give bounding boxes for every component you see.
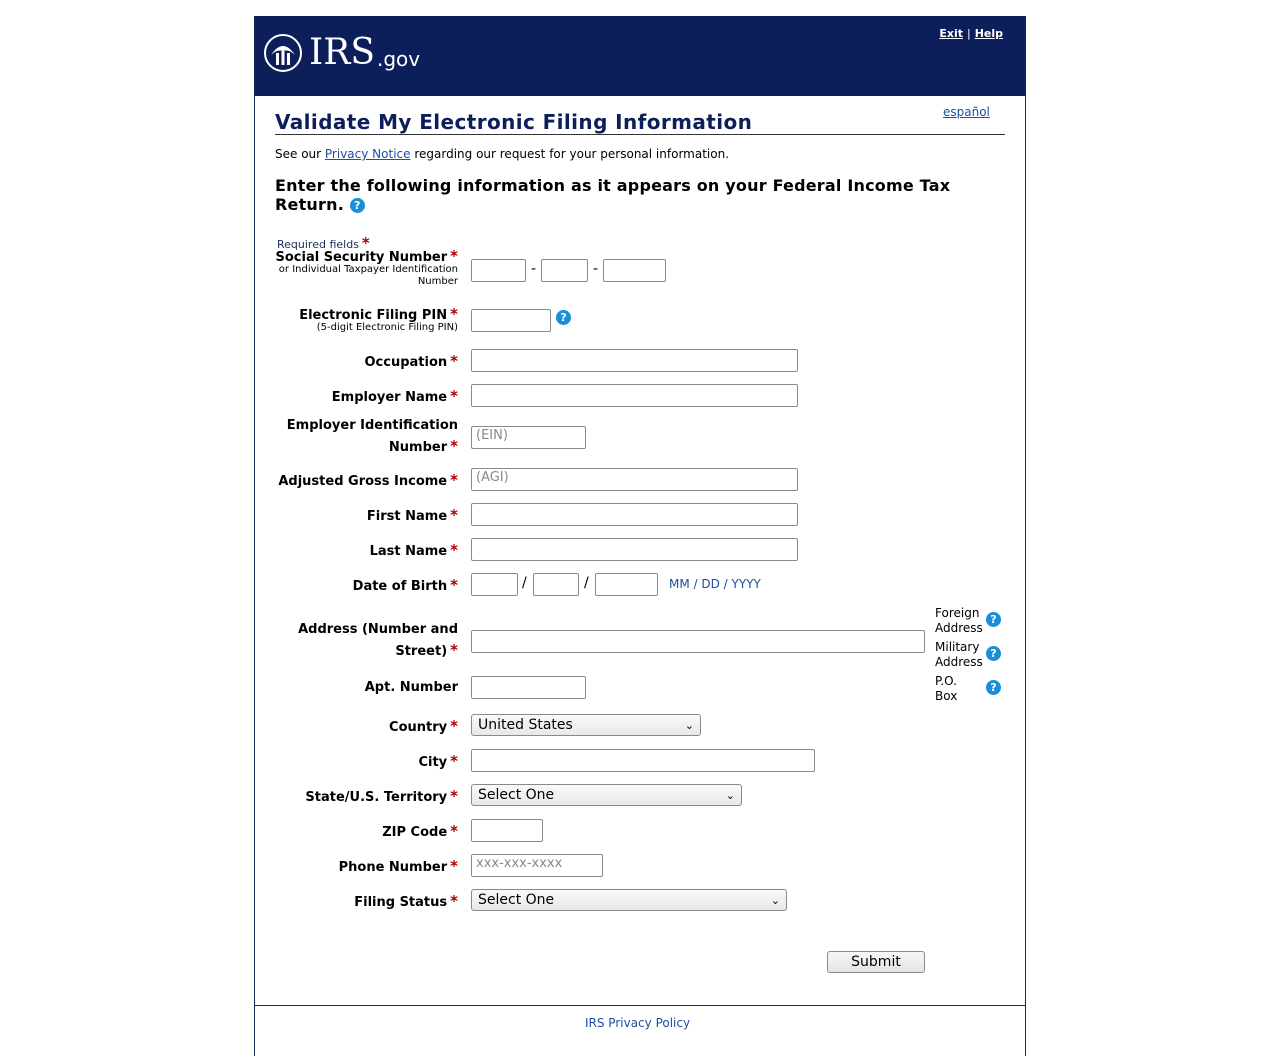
required-star: * <box>450 576 458 594</box>
country-label <box>389 716 458 738</box>
ssn-label-text: Social Security Number <box>275 250 448 265</box>
exit-link[interactable]: Exit <box>939 27 963 40</box>
submit-button[interactable]: Submit <box>827 951 925 973</box>
ssn-sublabel-1: or Individual Taxpayer Identification <box>278 264 458 275</box>
po-box-line1: P.O. <box>935 674 957 688</box>
country-select[interactable] <box>471 714 701 736</box>
espanol-link[interactable]: español <box>943 105 990 119</box>
instructions-text: Enter the following information as it appears on your Federal Income Tax Return. <box>275 176 951 214</box>
ssn-label <box>275 247 458 288</box>
address-input[interactable] <box>471 630 925 653</box>
last-name-input[interactable] <box>471 538 798 561</box>
military-address-line2: Address <box>935 655 983 669</box>
address-label <box>298 620 458 662</box>
foreign-address-line2: Address <box>935 621 983 635</box>
phone-label-text: Phone Number <box>338 860 448 875</box>
required-star: * <box>450 437 458 455</box>
irs-logo[interactable] <box>263 33 420 73</box>
address-label-line2: Street) <box>395 644 448 659</box>
military-address-line1: Military <box>935 640 980 654</box>
country-label-text: Country <box>389 720 448 735</box>
logo-gov-text: .gov <box>377 47 421 71</box>
dob-slash-2: / <box>584 575 589 591</box>
agi-label-text: Adjusted Gross Income <box>278 474 448 489</box>
required-star: * <box>450 387 458 405</box>
last-name-label-text: Last Name <box>369 544 448 559</box>
header-links <box>939 27 1003 40</box>
ssn-part1-input[interactable] <box>471 259 526 282</box>
first-name-label-text: First Name <box>366 509 448 524</box>
footer-divider <box>255 1005 1025 1006</box>
efile-pin-input[interactable] <box>471 309 551 332</box>
dob-label-text: Date of Birth <box>352 579 448 594</box>
privacy-suffix: regarding our request for your personal information. <box>410 147 730 161</box>
military-address-help[interactable] <box>935 640 997 670</box>
dob-day-input[interactable] <box>533 573 579 596</box>
address-label-line1: Address (Number and <box>298 622 458 637</box>
required-star: * <box>450 471 458 489</box>
occupation-label-text: Occupation <box>364 355 448 370</box>
state-label <box>305 786 458 808</box>
city-input[interactable] <box>471 749 815 772</box>
chevron-down-icon: ⌄ <box>684 718 694 732</box>
zip-label <box>382 821 458 843</box>
dob-slash-1: / <box>522 575 527 591</box>
employer-name-input[interactable] <box>471 384 798 407</box>
dob-year-input[interactable] <box>595 573 658 596</box>
state-selected-value: Select One <box>478 787 555 803</box>
ein-label <box>287 416 458 458</box>
po-box-help[interactable] <box>935 674 997 704</box>
filing-status-select[interactable] <box>471 889 787 911</box>
country-selected-value: United States <box>478 717 573 733</box>
page-frame <box>254 16 1026 1056</box>
agi-label <box>278 470 458 492</box>
filing-status-selected-value: Select One <box>478 892 555 908</box>
apt-label <box>365 678 458 698</box>
apt-label-text: Apt. Number <box>364 680 458 695</box>
dob-month-input[interactable] <box>471 573 518 596</box>
pin-sublabel: (5-digit Electronic Filing PIN) <box>316 322 458 333</box>
last-name-label <box>370 540 458 562</box>
required-star: * <box>450 506 458 524</box>
first-name-label <box>367 505 458 527</box>
state-select[interactable] <box>471 784 742 806</box>
zip-input[interactable] <box>471 819 543 842</box>
required-star: * <box>450 305 458 323</box>
dob-label <box>353 575 458 597</box>
irs-privacy-policy-link[interactable]: IRS Privacy Policy <box>585 1016 691 1030</box>
foreign-address-line1: Foreign <box>935 606 980 620</box>
apt-number-input[interactable] <box>471 676 586 699</box>
po-box-help-icon[interactable]: ? <box>986 680 1001 695</box>
required-star: * <box>450 787 458 805</box>
required-star: * <box>450 892 458 910</box>
foreign-address-help-icon[interactable]: ? <box>986 612 1001 627</box>
filing-status-label-text: Filing Status <box>354 895 448 910</box>
page-title: Validate My Electronic Filing Information <box>275 110 1005 135</box>
ein-input[interactable]: (EIN) <box>471 426 586 449</box>
required-star: * <box>450 247 458 265</box>
ssn-dash-2: - <box>593 261 599 277</box>
military-address-help-icon[interactable]: ? <box>986 646 1001 661</box>
occupation-input[interactable] <box>471 349 798 372</box>
foreign-address-help[interactable] <box>935 606 997 636</box>
dob-format-hint: MM / DD / YYYY <box>669 577 761 591</box>
required-note-text: Required fields <box>277 238 359 251</box>
required-star: * <box>361 234 370 252</box>
city-label-text: City <box>418 755 448 770</box>
chevron-down-icon: ⌄ <box>725 788 735 802</box>
pin-help-icon[interactable]: ? <box>556 310 571 325</box>
help-link[interactable]: Help <box>974 27 1003 40</box>
instructions-help-icon[interactable]: ? <box>350 198 365 213</box>
city-label <box>418 751 458 773</box>
required-star: * <box>450 352 458 370</box>
privacy-prefix: See our <box>275 147 325 161</box>
pin-label-text: Electronic Filing PIN <box>299 308 448 323</box>
phone-label <box>339 856 458 878</box>
po-box-line2: Box <box>935 689 958 703</box>
required-star: * <box>450 822 458 840</box>
site-header <box>255 16 1025 96</box>
occupation-label <box>364 351 458 373</box>
ein-label-line1: Employer Identification <box>286 418 458 433</box>
pin-label <box>299 305 458 334</box>
agi-input[interactable]: (AGI) <box>471 468 798 491</box>
required-star: * <box>450 541 458 559</box>
required-star: * <box>450 752 458 770</box>
required-star: * <box>450 717 458 735</box>
state-label-text: State/U.S. Territory <box>305 790 448 805</box>
required-star: * <box>450 857 458 875</box>
filing-status-label <box>354 891 458 913</box>
ssn-part2-input[interactable] <box>541 259 588 282</box>
privacy-note <box>275 147 729 161</box>
logo-irs-text: IRS <box>309 32 375 73</box>
link-separator: | <box>966 27 971 40</box>
required-star: * <box>450 641 458 659</box>
ein-label-line2: Number <box>388 440 448 455</box>
privacy-notice-link[interactable]: Privacy Notice <box>324 147 411 161</box>
eagle-icon <box>263 33 303 73</box>
instructions-heading <box>275 176 975 214</box>
employer-name-label-text: Employer Name <box>331 390 448 405</box>
ssn-part3-input[interactable] <box>603 259 666 282</box>
chevron-down-icon: ⌄ <box>770 893 780 907</box>
ssn-sublabel-2: Number <box>417 276 458 287</box>
phone-input[interactable]: xxx-xxx-xxxx <box>471 854 603 877</box>
first-name-input[interactable] <box>471 503 798 526</box>
zip-label-text: ZIP Code <box>382 825 448 840</box>
ssn-dash-1: - <box>531 261 537 277</box>
employer-name-label <box>332 386 458 408</box>
